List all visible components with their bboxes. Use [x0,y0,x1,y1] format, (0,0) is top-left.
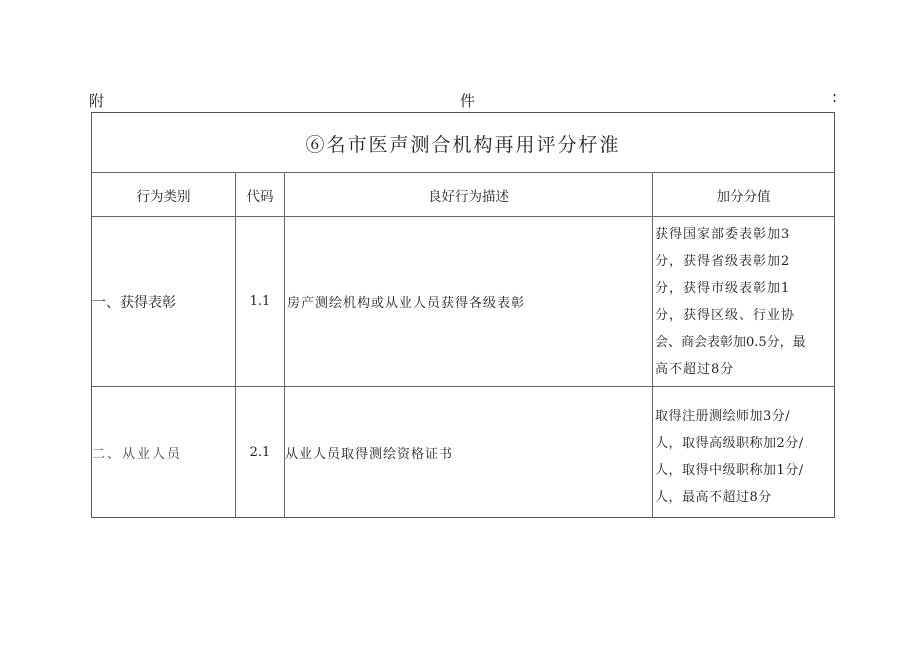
column-header-score: 加分分值 [716,188,771,205]
score-line: 取得注册测绘师加3分/ [655,409,791,424]
score-line: 会、商会表彰加0.5分，最 [655,334,806,350]
score-line: 高不超过8分 [655,361,735,377]
scoring-table [91,112,835,518]
score-line: 人，取得中级职称加1分/ [655,463,804,478]
row2-description: 从业人员取得测绘资格证书 [285,446,454,462]
score-line: 人，最高不超过8分 [655,490,772,505]
score-line: 分，获得省级表彰加2 [655,253,791,269]
score-line: 获得国家部委表彰加3 [655,226,791,242]
row2-category: 二、从业人员 [92,446,183,462]
row2-code: 2.1 [249,444,271,460]
column-header-description: 良好行为描述 [428,188,509,205]
row1-category: 一、获得表彰 [92,294,176,311]
table-title: ⑥名市医声测合机构再用评分杍淮 [305,133,621,156]
attachment-label-fu: 附 [89,92,105,110]
score-line: 分，获得区级、行业协 [655,307,796,323]
attachment-colon: : [832,88,838,106]
column-header-code: 代码 [246,188,274,205]
score-line: 人，取得高级职称加2分/ [655,436,804,451]
row1-score [653,217,834,386]
row1-code: 1.1 [249,294,271,309]
row2-score [653,387,834,517]
row1-description: 房产测绘机构或从业人员获得各级表彰 [287,296,526,311]
score-line: 分，获得市级表彰加1 [655,280,791,296]
attachment-label-jian: 件 [460,92,476,110]
column-header-category: 行为类别 [136,188,191,205]
